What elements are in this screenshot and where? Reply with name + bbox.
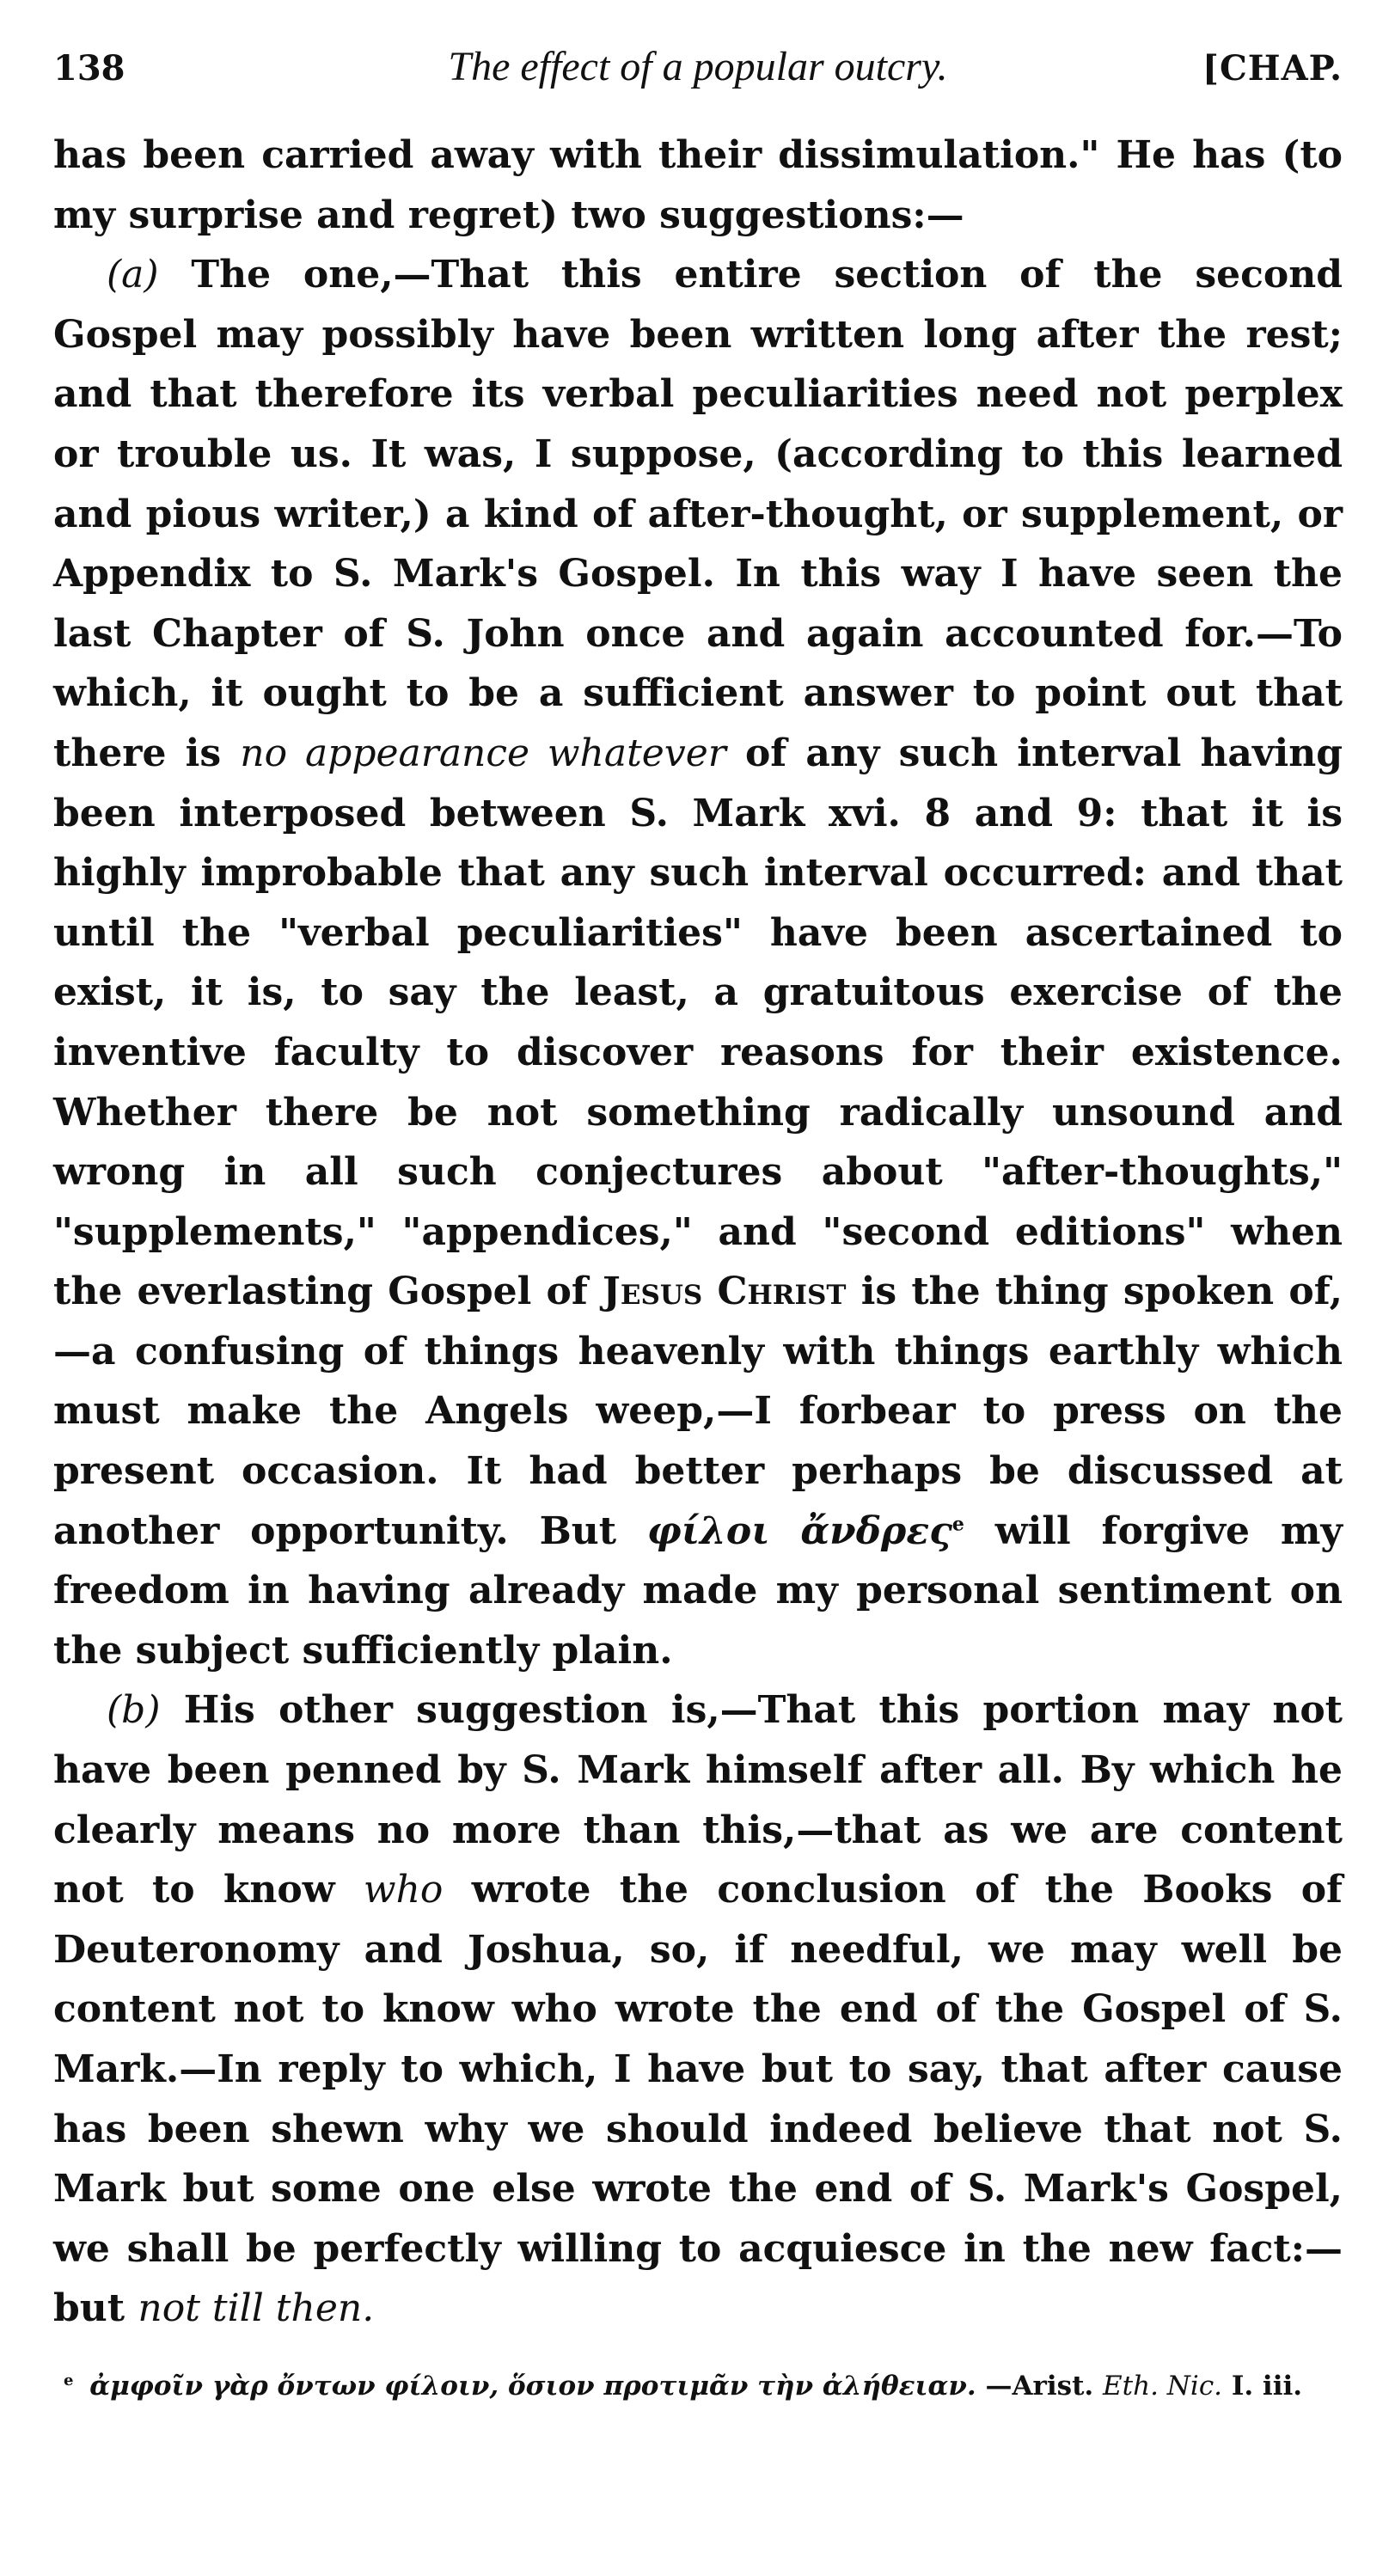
suggestion-a-emphasis: no appearance whatever: [240, 731, 726, 775]
suggestion-b-text-1: His other suggestion is,—That this portion may not have been penned by S. Mark himself after all. By which he clearly means no more than this,—that as we are content not to know: [53, 1688, 1343, 1912]
suggestion-a-text-3: is the thing spoken of,—a confusing of things heavenly with things earthly which must make the Angels weep,—I forbear to press on the present occasion. It had better perhaps be discussed at another opportunity. But: [53, 1270, 1343, 1553]
book-page: [53, 43, 1343, 2408]
suggestion-b-emphasis-1: who: [363, 1868, 444, 1912]
suggestion-b-emphasis-2: not till then.: [138, 2286, 375, 2331]
suggestion-a-text-4: will forgive my freedom in having already made my personal sentiment on the subject sufficiently plain.: [53, 1508, 1343, 1673]
suggestion-a-label: (a): [107, 253, 159, 297]
chapter-mark: [CHAP.: [1202, 48, 1343, 89]
footnote-mark: e: [64, 2371, 74, 2389]
suggestion-a-greek-phrase: φίλοι ἄνδρες: [646, 1508, 952, 1553]
suggestion-a-smallcaps-name: Jesus Christ: [603, 1270, 847, 1314]
footnote-greek-quote: ἀμφοῖν γὰρ ὄντων φίλοιν, ὅσιον προτιμᾶν τὴν ἀλήθειαν.: [89, 2370, 976, 2402]
page-header: [53, 43, 1343, 95]
footnote: [53, 2365, 1343, 2408]
suggestion-a-text-1: The one,—That this entire section of the second Gospel may possibly have been written long after the rest; and that therefore its verbal peculiarities need not perplex or trouble us. It was, I suppose, (according to this learned and pious writer,) a kind of after-thought, or supplement, or Appendix to S. Mark's Gospel. In this way I have seen the last Chapter of S. John once and again accounted for.—To which, it ought to be a sufficient answer to point out that there is: [53, 253, 1343, 775]
paragraph-continuation: has been carried away with their dissimulation." He has (to my surprise and regret) two suggestions:—: [53, 133, 1343, 237]
suggestion-b-label: (b): [107, 1688, 161, 1733]
footnote-citation-prefix: —Arist.: [985, 2370, 1094, 2402]
footnote-citation-work: Eth. Nic.: [1103, 2370, 1223, 2402]
body-text: [53, 125, 1343, 2339]
running-title: The effect of a popular outcry.: [448, 44, 948, 89]
page-number: 138: [53, 48, 125, 89]
footnote-citation-ref: I. iii.: [1231, 2370, 1303, 2402]
suggestion-a-text-2: of any such interval having been interposed between S. Mark xvi. 8 and 9: that it is highly improbable that any such interval occurred: and that until the "verbal peculiarities" have been ascertained to exist, it is, to say the least, a gratuitous exercise of the inventive faculty to discover reasons for their existence. Whether there be not something radically unsound and wrong in all such conjectures about "after-thoughts," "supplements," "appendices," and "second editions" when the everlasting Gospel of: [53, 731, 1343, 1314]
paragraph-suggestion-b: [53, 1680, 1343, 2339]
footnote-reference[interactable]: e: [951, 1513, 964, 1535]
paragraph-suggestion-a: [53, 245, 1343, 1680]
suggestion-b-text-2: wrote the conclusion of the Books of Deuteronomy and Joshua, so, if needful, we may well be content not to know who wrote the end of the Gospel of S. Mark.—In reply to which, I have but to say, that after cause has been shewn why we should indeed believe that not S. Mark but some one else wrote the end of S. Mark's Gospel, we shall be perfectly willing to acquiesce in the new fact:—but: [53, 1868, 1343, 2331]
